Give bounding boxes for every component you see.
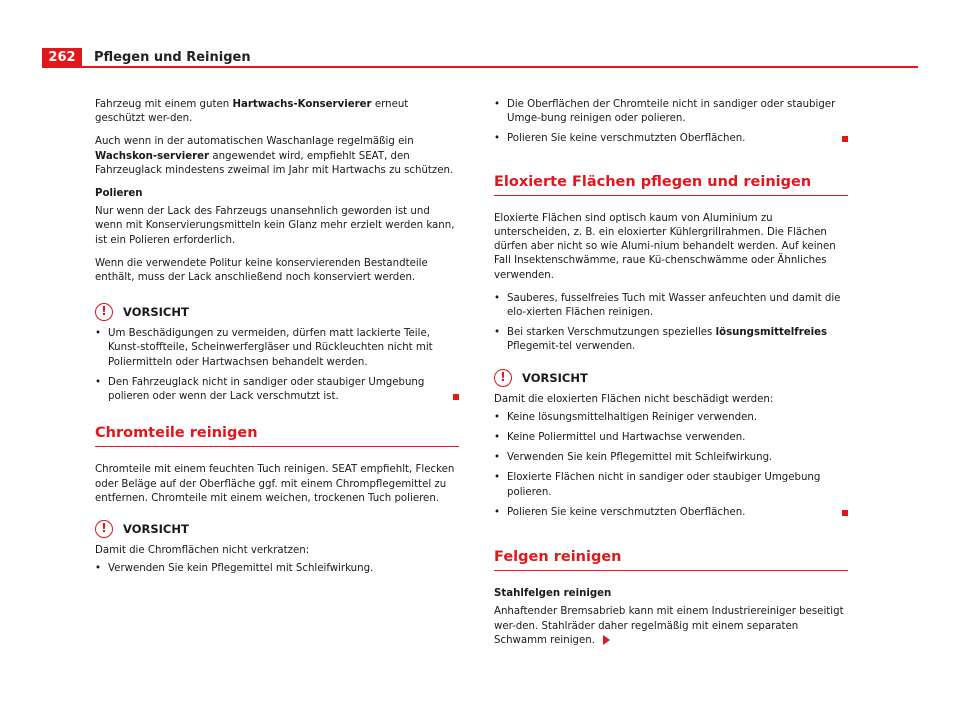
list-item: • Keine Poliermittel und Hartwachse verwenden.: [494, 431, 848, 445]
paragraph: Eloxierte Flächen sind optisch kaum von Aluminium zu unterscheiden, z. B. ein eloxierter Kühlergrillrahmen. Die Flächen dürfen aber nicht so wie Alumi-nium behandelt werden. Auf keinen Fall Insektenschwämme, raue Kü-chenschwämme oder Ähnliches verwenden.: [494, 212, 836, 281]
caution-label: VORSICHT: [123, 521, 189, 536]
list-item: • Sauberes, fusselfreies Tuch mit Wasser anfeuchten und damit die elo-xierten Flächen reinigen.: [494, 292, 848, 320]
list-item: • Um Beschädigungen zu vermeiden, dürfen matt lackierte Teile, Kunst-stoffteile, Scheinwerfergläser und Rückleuchten nicht mit Poliermitteln oder Hartwachsen behandelt werden.: [95, 327, 459, 370]
end-square-icon: [842, 136, 848, 142]
paragraph: Fahrzeug mit einem guten Hartwachs-Konservierer erneut geschützt wer-den.: [95, 99, 409, 125]
page-title: Pflegen und Reinigen: [94, 50, 251, 65]
left-column: [95, 98, 459, 582]
page-number: 262: [42, 48, 82, 68]
right-column: [494, 98, 848, 657]
section-heading-felgen: Felgen reinigen: [494, 550, 848, 571]
paragraph: Wenn die verwendete Politur keine konservierenden Bestandteile enthält, muss der Lack anschließend noch konserviert werden.: [95, 257, 428, 284]
caution-intro: Damit die eloxierten Flächen nicht beschädigt werden:: [494, 393, 774, 405]
list-item: • Verwenden Sie kein Pflegemittel mit Schleifwirkung.: [494, 451, 848, 465]
paragraph: Chromteile mit einem feuchten Tuch reinigen. SEAT empfiehlt, Flecken oder Beläge auf der Oberfläche ggf. mit einem Chrompflegemittel zu entfernen. Chromteile mit einem weichen, trockenen Tuch polieren.: [95, 464, 455, 504]
caution-intro: Damit die Chromflächen nicht verkratzen:: [95, 545, 310, 557]
subheading-polieren: Polieren: [95, 188, 143, 200]
list-item: • Bei starken Verschmutzungen spezielles lösungsmittelfreies Pflegemit-tel verwenden.: [494, 326, 848, 354]
caution-header: [95, 520, 459, 538]
end-square-icon: [842, 510, 848, 516]
list-item: • Verwenden Sie kein Pflegemittel mit Schleifwirkung.: [95, 562, 459, 576]
end-square-icon: [453, 394, 459, 400]
paragraph: Nur wenn der Lack des Fahrzeugs unansehnlich geworden ist und wenn mit Konservierungsmitteln kein Glanz mehr erzielt werden kann, ist ein Polieren erforderlich.: [95, 206, 455, 246]
caution-header: [95, 303, 459, 321]
list-item: • Keine lösungsmittelhaltigen Reiniger verwenden.: [494, 411, 848, 425]
subheading-stahlfelgen: Stahlfelgen reinigen: [494, 588, 612, 600]
exclamation-circle-icon: !: [494, 369, 512, 387]
section-heading-chromteile: Chromteile reinigen: [95, 426, 459, 447]
exclamation-circle-icon: !: [95, 520, 113, 538]
list-item: • Polieren Sie keine verschmutzten Oberflächen.: [494, 132, 848, 146]
exclamation-circle-icon: !: [95, 303, 113, 321]
caution-header: [494, 369, 848, 387]
list-item: • Den Fahrzeuglack nicht in sandiger oder staubiger Umgebung polieren oder wenn der Lack verschmutzt ist.: [95, 376, 459, 404]
paragraph: Auch wenn in der automatischen Waschanlage regelmäßig ein Wachskon-servierer angewendet wird, empfiehlt SEAT, den Fahrzeuglack mindestens zweimal im Jahr mit Hartwachs zu schützen.: [95, 136, 454, 176]
continue-arrow-icon: [603, 635, 610, 645]
header-rule: [82, 66, 918, 68]
list-item: • Eloxierte Flächen nicht in sandiger oder staubiger Umgebung polieren.: [494, 471, 848, 499]
section-heading-eloxiert: Eloxierte Flächen pflegen und reinigen: [494, 175, 848, 196]
list-item: • Die Oberflächen der Chromteile nicht in sandiger oder staubiger Umge-bung reinigen oder polieren.: [494, 98, 848, 126]
paragraph: Anhaftender Bremsabrieb kann mit einem Industriereiniger beseitigt wer-den. Stahlräder daher regelmäßig mit einem separaten Schwamm reinigen.: [494, 606, 844, 646]
caution-label: VORSICHT: [123, 305, 189, 320]
list-item: • Polieren Sie keine verschmutzten Oberflächen.: [494, 506, 848, 520]
caution-label: VORSICHT: [522, 370, 588, 385]
